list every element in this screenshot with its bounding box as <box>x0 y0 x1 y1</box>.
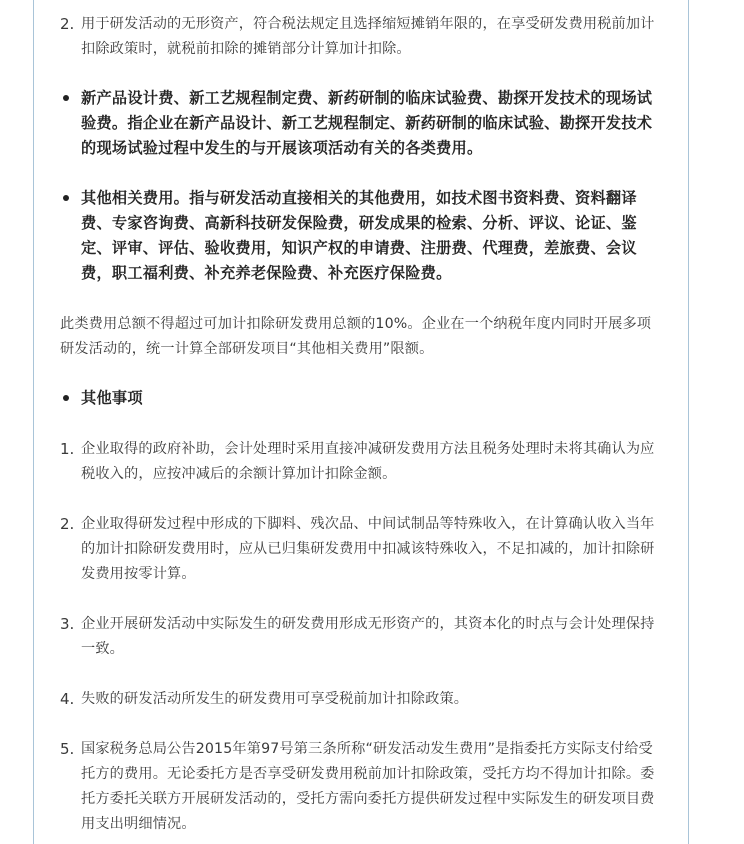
bullet-item-new-product-design-fees <box>60 86 658 161</box>
list-number: 2. <box>60 15 75 33</box>
limit-paragraph: 此类费用总额不得超过可加计扣除研发费用总额的10%。企业在一个纳税年度内同时开展多项研发活动的，统一计算全部研发项目“其他相关费用”限额。 <box>60 316 652 357</box>
list-item-text: 失败的研发活动所发生的研发费用可享受税前加计扣除政策。 <box>81 691 469 707</box>
list-item-text: 企业开展研发活动中实际发生的研发费用形成无形资产的，其资本化的时点与会计处理保持一致。 <box>81 616 655 657</box>
list-item-government-subsidy <box>60 437 658 487</box>
list-item-text: 企业取得研发过程中形成的下脚料、残次品、中间试制品等特殊收入，在计算确认收入当年的加计扣除研发费用时，应从已归集研发费用中扣减该特殊收入，不足扣减的，加计扣除研发费用按零计算。 <box>81 516 655 582</box>
list-number: 3. <box>60 615 75 633</box>
list-number: 5. <box>60 740 75 758</box>
list-item-text: 国家税务总局公告2015年第97号第三条所称“研发活动发生费用”是指委托方实际支付给受托方的费用。无论委托方是否享受研发费用税前加计扣除政策，受托方均不得加计扣除。委托方委托关联方开展研发活动的，受托方需向委托方提供研发过程中实际发生的研发项目费用支出明细情况。 <box>81 741 655 832</box>
left-border-line <box>33 0 34 844</box>
bullet-dot-icon <box>63 195 69 201</box>
list-number: 1. <box>60 440 75 458</box>
bullet-item-other-related-fees <box>60 186 658 286</box>
bullet-dot-icon <box>63 95 69 101</box>
list-item-amortization <box>60 12 658 62</box>
section-heading: 其他事项 <box>81 389 143 407</box>
list-item-text: 用于研发活动的无形资产，符合税法规定且选择缩短摊销年限的，在享受研发费用税前加计扣除政策时，就税前扣除的摊销部分计算加计扣除。 <box>81 16 655 57</box>
right-border-line <box>688 0 689 844</box>
list-number: 2. <box>60 515 75 533</box>
bullet-item-other-matters <box>60 386 658 411</box>
list-number: 4. <box>60 690 75 708</box>
list-item-failed-rd <box>60 687 658 712</box>
bullet-item-text: 新产品设计费、新工艺规程制定费、新药研制的临床试验费、勘探开发技术的现场试验费。指企业在新产品设计、新工艺规程制定、新药研制的临床试验、勘探开发技术的现场试验过程中发生的与开展该项活动有关的各类费用。 <box>81 89 653 157</box>
list-item-capitalization <box>60 612 658 662</box>
list-item-special-income <box>60 512 658 587</box>
bullet-item-text: 其他相关费用。指与研发活动直接相关的其他费用，如技术图书资料费、资料翻译费、专家咨询费、高新科技研发保险费，研发成果的检索、分析、评议、论证、鉴定、评审、评估、验收费用，知识产权的申请费、注册费、代理费，差旅费、会议费，职工福利费、补充养老保险费、补充医疗保险费。 <box>81 189 637 282</box>
list-item-text: 企业取得的政府补助，会计处理时采用直接冲减研发费用方法且税务处理时未将其确认为应税收入的，应按冲减后的余额计算加计扣除金额。 <box>81 441 655 482</box>
list-item-entrusted-rd <box>60 737 658 837</box>
bullet-dot-icon <box>63 395 69 401</box>
